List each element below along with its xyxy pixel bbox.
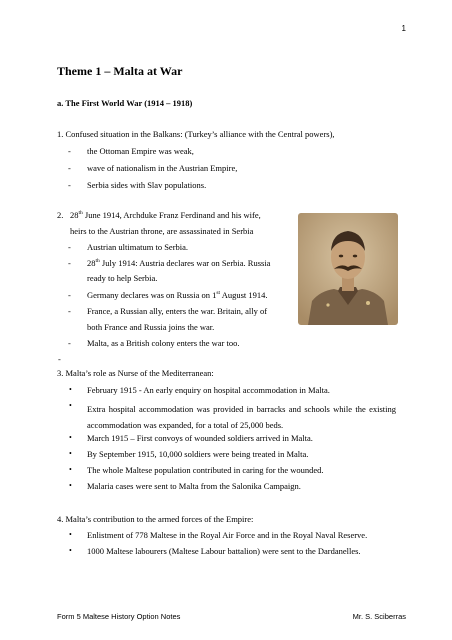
item-3-bullet-5: The whole Maltese population contributed in caring for the wounded. [87,465,324,475]
dash-marker: - [68,258,71,268]
item-3-bullet-6: Malaria cases were sent to Malta from the Salonika Campaign. [87,481,301,491]
footer-left: Form 5 Maltese History Option Notes [57,612,181,621]
item-3-lead: 3. Malta’s role as Nurse of the Mediterranean: [57,368,214,378]
dash-marker: - [68,290,71,300]
item-3-bullet-4: By September 1915, 10,000 soldiers were being treated in Malta. [87,449,309,459]
item-1-lead: 1. Confused situation in the Balkans: (Turkey’s alliance with the Central powers), [57,129,335,139]
item-2-dash-4-cont: both France and Russia joins the war. [87,322,215,332]
dash-marker: - [68,306,71,316]
item-2-dash-3: Germany declares was on Russia on 1st August 1914. [87,290,268,300]
item-1-dash-2: wave of nationalism in the Austrian Empire, [87,163,238,173]
item-2-dash-4: France, a Russian ally, enters the war. Britain, ally of [87,306,268,316]
dash-marker: - [68,163,71,173]
item-2-dash-2-cont: ready to help Serbia. [87,273,158,283]
item-3-bullet-1: February 1915 - An early enquiry on hospital accommodation in Malta. [87,385,330,395]
item-4-bullet-2: 1000 Maltese labourers (Maltese Labour battalion) were sent to the Dardanelles. [87,546,361,556]
page-number: 1 [401,24,406,33]
item-2-dash-2: 28th July 1914: Austria declares war on Serbia. Russia [87,258,271,268]
bullet-icon: • [69,481,72,490]
bullet-icon: • [69,465,72,474]
bullet-icon: • [69,401,72,410]
item-2-lead: 28th June 1914, Archduke Franz Ferdinand and his wife, [70,210,261,220]
stray-dash: - [58,354,61,364]
bullet-icon: • [69,449,72,458]
item-2-dash-1: Austrian ultimatum to Serbia. [87,242,189,252]
dash-marker: - [68,146,71,156]
item-3-bullet-2: Extra hospital accommodation was provided in barracks and schools while the existing accommodation was expanded, for a total of 25,000 beds. [87,404,396,430]
dash-marker: - [68,180,71,190]
bullet-icon: • [69,433,72,442]
footer-right: Mr. S. Sciberras [352,612,406,621]
portrait-photo [298,213,398,325]
item-4-lead: 4. Malta’s contribution to the armed forces of the Empire: [57,514,254,524]
item-1-dash-3: Serbia sides with Slav populations. [87,180,207,190]
item-1-dash-1: the Ottoman Empire was weak, [87,146,194,156]
item-2-line-2: heirs to the Austrian throne, are assassinated in Serbia [70,226,254,236]
bullet-icon: • [69,546,72,555]
dash-marker: - [68,338,71,348]
item-3-bullet-3: March 1915 – First convoys of wounded soldiers arrived in Malta. [87,433,313,443]
bullet-icon: • [69,385,72,394]
item-2-number: 2. [57,210,64,220]
dash-marker: - [68,242,71,252]
bullet-icon: • [69,530,72,539]
section-heading: a. The First World War (1914 – 1918) [57,98,193,108]
page-title: Theme 1 – Malta at War [57,64,183,78]
item-2-dash-5: Malta, as a British colony enters the war too. [87,338,240,348]
item-4-bullet-1: Enlistment of 778 Maltese in the Royal Air Force and in the Royal Naval Reserve. [87,530,368,540]
